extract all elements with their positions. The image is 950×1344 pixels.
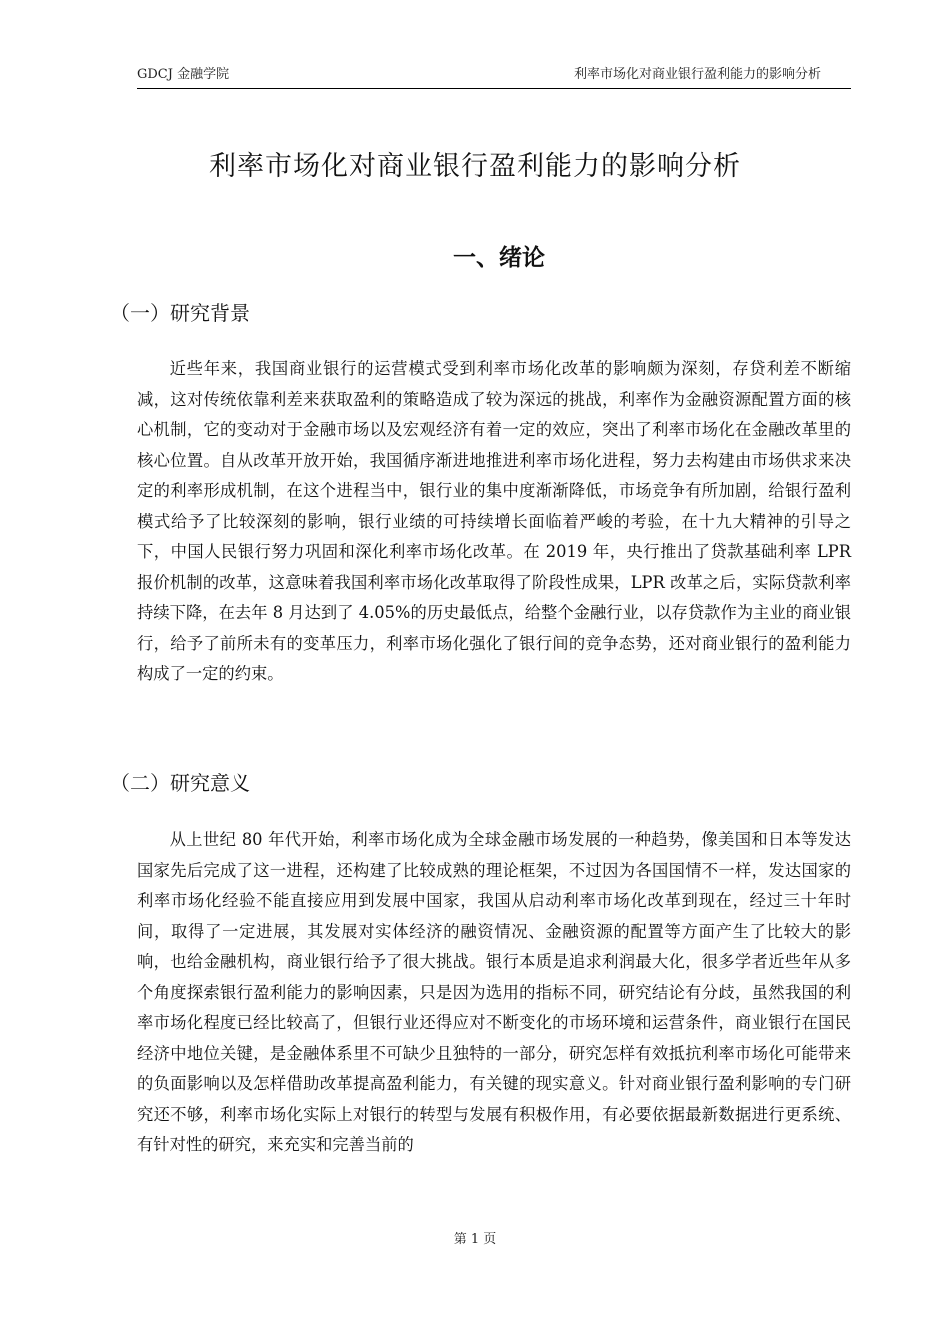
header-running-title: 利率市场化对商业银行盈利能力的影响分析	[573, 67, 821, 82]
chapter-heading: 一、绪论	[453, 245, 545, 271]
paragraph-significance: 从上世纪 80 年代开始，利率市场化成为全球金融市场发展的一种趋势，像美国和日本等发达国家先后完成了这一进程，还构建了比较成熟的理论框架，不过因为各国国情不一样，发达国家的利率市场化经验不能直接应用到发展中国家，我国从启动利率市场化改革到现在，经过三十年时间，取得了一定进展，其发展对实体经济的融资情况、金融资源的配置等方面产生了比较大的影响，也给金融机构，商业银行给予了很大挑战。银行本质是追求利润最大化，很多学者近些年从多个角度探索银行盈利能力的影响因素，只是因为选用的指标不同，研究结论有分歧，虽然我国的利率市场化程度已经比较高了，但银行业还得应对不断变化的市场环境和运营条件，商业银行在国民经济中地位关键，是金融体系里不可缺少且独特的一部分，研究怎样有效抵抗利率市场化可能带来的负面影响以及怎样借助改革提高盈利能力，有关键的现实意义。针对商业银行盈利影响的专门研究还不够，利率市场化实际上对银行的转型与发展有积极作用，有必要依据最新数据进行更系统、有针对性的研究，来充实和完善当前的	[137, 830, 851, 1154]
paper-title: 利率市场化对商业银行盈利能力的影响分析	[209, 151, 741, 182]
section-heading-significance: （二）研究意义	[110, 771, 250, 795]
section-heading-background: （一）研究背景	[110, 301, 250, 325]
paragraph-background: 近些年来，我国商业银行的运营模式受到利率市场化改革的影响颇为深刻，存贷利差不断缩减，这对传统依靠利差来获取盈利的策略造成了较为深远的挑战，利率作为金融资源配置方面的核心机制，它的变动对于金融市场以及宏观经济有着一定的效应，突出了利率市场化在金融改革里的核心位置。自从改革开放开始，我国循序渐进地推进利率市场化进程，努力去构建由市场供求来决定的利率形成机制，在这个进程当中，银行业的集中度渐渐降低，市场竞争有所加剧，给银行盈利模式给予了比较深刻的影响，银行业绩的可持续增长面临着严峻的考验，在十九大精神的引导之下，中国人民银行努力巩固和深化利率市场化改革。在 2019 年，央行推出了贷款基础利率 LPR 报价机制的改革，这意味着我国利率市场化改革取得了阶段性成果，LPR 改革之后，实际贷款利率持续下降，在去年 8 月达到了 4.05%的历史最低点，给整个金融行业，以存贷款作为主业的商业银行，给予了前所未有的变革压力，利率市场化强化了银行间的竞争态势，还对商业银行的盈利能力构成了一定的约束。	[137, 359, 851, 683]
page-number: 第 1 页	[453, 1232, 497, 1247]
header-institution: GDCJ 金融学院	[137, 67, 230, 82]
page-header	[137, 66, 851, 89]
